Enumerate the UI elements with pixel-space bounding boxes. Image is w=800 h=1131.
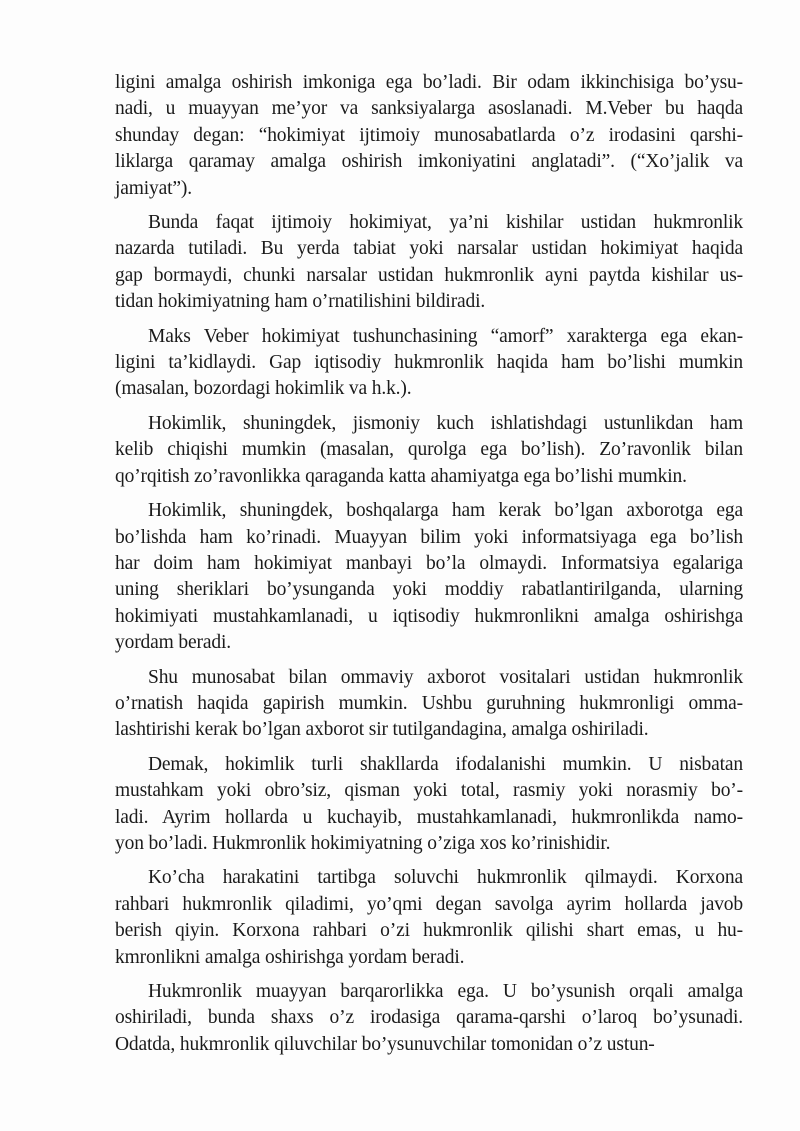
text-block [115, 70, 743, 1066]
text-line: qo’rqitish zo’ravonlikka qaraganda katta ahamiyatga ega bo’lishi mumkin. [115, 465, 687, 487]
paragraph [115, 498, 743, 656]
text-line: oshiriladi, bunda shaxs o’z irodasiga qarama-qarshi o’laroq bo’ysunadi. [115, 1007, 743, 1029]
paragraph [115, 324, 743, 403]
text-line: Hokimlik, shuningdek, boshqalarga ham kerak bo’lgan axborotga ega [148, 500, 743, 522]
text-line: ligini ta’kidlaydi. Gap iqtisodiy hukmronlik haqida ham bo’lishi mumkin [115, 352, 743, 374]
text-line: har doim ham hokimiyat manbayi bo’la olmaydi. Informatsiya egalariga [115, 552, 743, 574]
text-line: ladi. Ayrim hollarda u kuchayib, mustahkamlanadi, hukmronlikda namo- [115, 806, 743, 828]
paragraph [115, 752, 743, 858]
text-line: nadi, u muayyan me’yor va sanksiyalarga asoslanadi. M.Veber bu haqda [115, 98, 743, 120]
text-line: o’rnatish haqida gapirish mumkin. Ushbu guruhning hukmronligi omma- [115, 692, 743, 714]
paragraph [115, 865, 743, 971]
text-line: (masalan, bozordagi hokimlik va h.k.). [115, 378, 412, 400]
text-line: Hukmronlik muayyan barqarorlikka ega. U bo’ysunish orqali amalga [148, 981, 743, 1002]
text-line: rahbari hukmronlik qiladimi, yo’qmi degan savolga ayrim hollarda javob [115, 893, 743, 915]
text-line: bo’lishda ham ko’rinadi. Muayyan bilim yoki informatsiyaga ega bo’lish [115, 526, 743, 548]
paragraph [115, 70, 743, 202]
text-line: shunday degan: “hokimiyat ijtimoiy munosabatlarda o’z irodasini qarshi- [115, 124, 743, 146]
text-line: kmronlikni amalga oshirishga yordam beradi. [115, 946, 465, 968]
text-line: mustahkam yoki obro’siz, qisman yoki total, rasmiy yoki norasmiy bo’- [115, 780, 743, 802]
text-line: kelib chiqishi mumkin (masalan, qurolga ega bo’lish). Zo’ravonlik bilan [115, 439, 743, 461]
text-line: liklarga qaramay amalga oshirish imkoniyatini anglatadi”. (“Xo’jalik va [115, 151, 743, 173]
text-line: yon bo’ladi. Hukmronlik hokimiyatning o’ziga xos ko’rinishidir. [115, 832, 611, 854]
text-line: nazarda tutiladi. Bu yerda tabiat yoki narsalar ustidan hokimiyat haqida [115, 238, 743, 260]
text-line: Maks Veber hokimiyat tushunchasining “amorf” xarakterga ega ekan- [148, 325, 743, 347]
paragraph [115, 665, 743, 744]
text-line: Hokimlik, shuningdek, jismoniy kuch ishlatishdagi ustunlikdan ham [148, 412, 743, 434]
text-line: Bunda faqat ijtimoiy hokimiyat, ya’ni kishilar ustidan hukmronlik [148, 212, 743, 234]
paragraph [115, 979, 743, 1058]
text-line: Ko’cha harakatini tartibga soluvchi hukmronlik qilmaydi. Korxona [148, 867, 743, 889]
paragraph [115, 411, 743, 490]
text-line: berish qiyin. Korxona rahbari o’zi hukmronlik qilishi shart emas, u hu- [115, 920, 743, 942]
text-line: uning sheriklari bo’ysunganda yoki moddiy rabatlantirilganda, ularning [115, 579, 743, 601]
text-line: gap bormaydi, chunki narsalar ustidan hukmronlik ayni paytda kishilar us- [115, 264, 743, 286]
text-line: Shu munosabat bilan ommaviy axborot vositalari ustidan hukmronlik [148, 666, 743, 688]
text-line: yordam beradi. [115, 632, 231, 654]
text-line: lashtirishi kerak bo’lgan axborot sir tutilgandagina, amalga oshiriladi. [115, 719, 649, 741]
paragraph [115, 210, 743, 316]
text-line: jamiyat”). [115, 177, 193, 199]
text-line: Odatda, hukmronlik qiluvchilar bo’ysunuvchilar tomonidan o’z ustun- [115, 1033, 655, 1055]
text-line: tidan hokimiyatning ham o’rnatilishini bildiradi. [115, 291, 486, 313]
text-line: Demak, hokimlik turli shakllarda ifodalanishi mumkin. U nisbatan [148, 753, 743, 775]
text-line: ligini amalga oshirish imkoniga ega bo’ladi. Bir odam ikkinchisiga bo’ysu- [115, 72, 743, 93]
text-line: hokimiyati mustahkamlanadi, u iqtisodiy hukmronlikni amalga oshirishga [115, 605, 743, 627]
